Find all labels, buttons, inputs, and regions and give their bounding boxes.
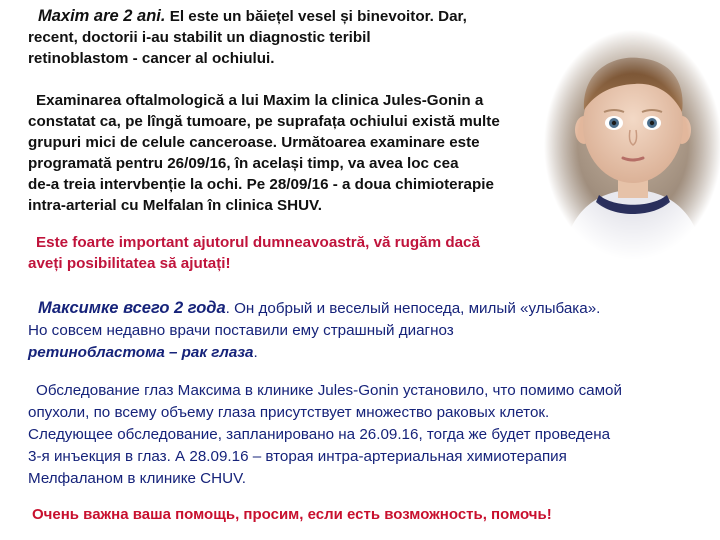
ru-p2-line5-text: Мелфаланом в клинике CHUV. xyxy=(28,470,247,487)
ru-appeal: Очень важна ваша помощь, просим, если есть возможность, помочь! xyxy=(32,506,552,523)
ru-p2-line1 xyxy=(36,380,622,402)
ro-p1-rest: El este un băiețel vesel și binevoitor. Dar, xyxy=(165,8,467,25)
ro-p2-line6 xyxy=(28,195,322,217)
ru-p1-rest: . Он добрый и веселый непоседа, милый «улыбака». xyxy=(225,300,601,317)
ru-p1-line1 xyxy=(38,298,600,320)
ru-p2-line2 xyxy=(28,402,549,424)
ro-p1-line1 xyxy=(38,6,467,28)
ru-p2-line3-text: Следующее обследование, запланировано на 26.09.16, тогда же будет проведена xyxy=(28,426,611,443)
ru-p1-line3-end: . xyxy=(253,344,258,361)
ro-p2-line3 xyxy=(28,132,480,154)
ru-p2-line5 xyxy=(28,468,246,490)
ru-p2-line2-text: опухоли, по всему объему глаза присутствует множество раковых клеток. xyxy=(28,404,550,421)
ro-p2-line6-text: intra-arterial cu Melfalan în clinica SHUV. xyxy=(28,197,323,214)
ro-p2-line5-text: de-a treia intervbenție la ochi. Pe 28/09/16 - a doua chimioterapie xyxy=(28,176,494,193)
ro-appeal-line2 xyxy=(28,253,231,275)
ru-p1-line2-text: Но совсем недавно врачи поставили ему страшный диагноз xyxy=(28,322,454,339)
ro-p1-line2 xyxy=(28,27,371,49)
ru-p2-line1-text: Обследование глаз Максима в клинике Jules-Gonin установило, что помимо самой xyxy=(36,382,622,399)
ro-p2-line1-text: Examinarea oftalmologică a lui Maxim la clinica Jules-Gonin a xyxy=(36,92,484,109)
child-portrait-photo-icon xyxy=(544,30,720,260)
ro-p2-line2 xyxy=(28,111,500,133)
ro-p2-line1 xyxy=(36,90,483,112)
ru-diagnosis: ретинобластома – рак глаза xyxy=(28,344,254,361)
ro-p2-line3-text: grupuri mici de celule canceroase. Următoarea examinare este xyxy=(28,134,480,151)
child-photo xyxy=(544,30,720,260)
ru-p2-line3 xyxy=(28,424,610,446)
ro-appeal-line2-text: aveți posibilitatea să ajutați! xyxy=(28,255,231,272)
ro-p1-line3 xyxy=(28,48,274,70)
ru-p2-line4 xyxy=(28,446,567,468)
ro-p1-line3-text: retinoblastom - cancer al ochiului. xyxy=(28,50,275,67)
ru-p1-line3 xyxy=(28,342,258,364)
ro-p2-line4 xyxy=(28,153,459,175)
ro-p2-line4-text: programată pentru 26/09/16, în același timp, va avea loc cea xyxy=(28,155,459,172)
ro-appeal-line1 xyxy=(36,232,480,254)
ro-p2-line5 xyxy=(28,174,494,196)
ru-p2-line4-text: 3-я инъекция в глаз. А 28.09.16 – вторая интра-артериальная химиотерапия xyxy=(28,448,567,465)
ro-lead: Maxim are 2 ani. xyxy=(38,7,166,25)
ro-p2-line2-text: constatat ca, pe lîngă tumoare, pe suprafața ochiului există multe xyxy=(28,113,500,130)
ru-p1-line2 xyxy=(28,320,454,342)
ro-p1-line2-text: recent, doctorii i-au stabilit un diagnostic teribil xyxy=(28,29,371,46)
ru-lead: Максимке всего 2 года xyxy=(38,299,226,317)
ro-appeal-line1-text: Este foarte important ajutorul dumneavoastră, vă rugăm dacă xyxy=(36,234,480,251)
